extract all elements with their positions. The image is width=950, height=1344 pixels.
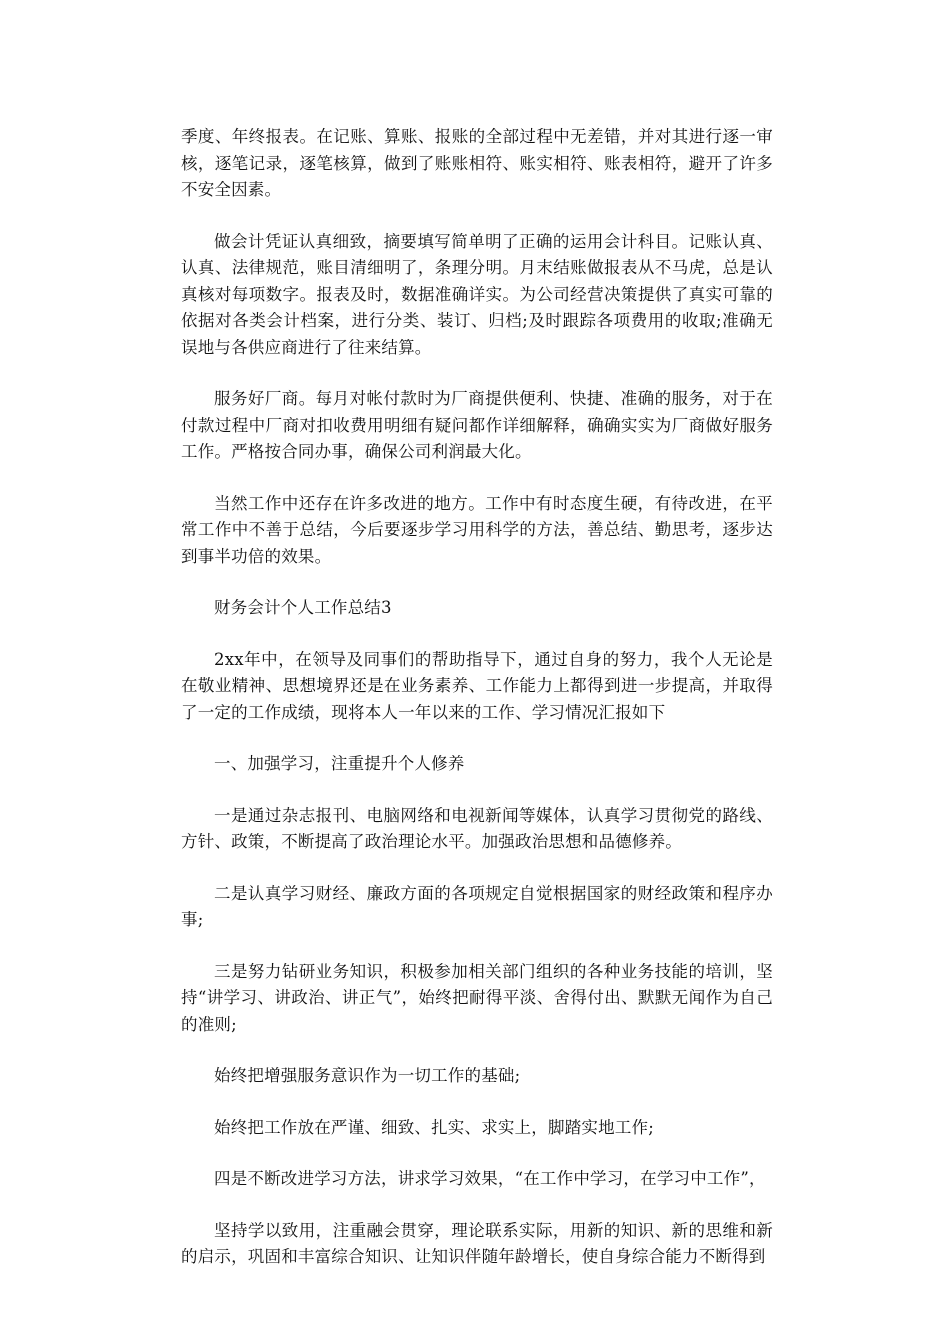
paragraph-vendor-service: 服务好厂商。每月对帐付款时为厂商提供便利、快捷、准确的服务，对于在付款过程中厂商对扣收费用明细有疑问都作详细解释，确确实实为厂商做好服务工作。严格按合同办事，确保公司利润最大化。 bbox=[181, 389, 773, 461]
paragraph-point-four: 四是不断改进学习方法，讲求学习效果，“在工作中学习，在学习中工作”， bbox=[214, 1169, 766, 1188]
paragraph-apply-learning: 坚持学以致用，注重融会贯穿，理论联系实际，用新的知识、新的思维和新的启示，巩固和丰富综合知识、让知识伴随年龄增长，使自身综合能力不断得到 bbox=[181, 1220, 773, 1266]
paragraph-reports: 季度、年终报表。在记账、算账、报账的全部过程中无差错，并对其进行逐一审核，逐笔记录，逐笔核算，做到了账账相符、账实相符、账表相符，避开了许多不安全因素。 bbox=[181, 127, 773, 199]
section-heading-study: 一、加强学习，注重提升个人修养 bbox=[214, 754, 465, 773]
paragraph-vouchers: 做会计凭证认真细致，摘要填写简单明了正确的运用会计科目。记账认真、认真、法律规范，账目清细明了，条理分明。月末结账做报表从不马虎，总是认真核对每项数字。报表及时，数据准确详实。为公司经营决策提供了真实可靠的依据对各类会计档案，进行分类、装订、归档;及时跟踪各项费用的收取;准确无误地与各供应商进行了往来结算。 bbox=[181, 231, 773, 357]
paragraph-rigorous-work: 始终把工作放在严谨、细致、扎实、求实上，脚踏实地工作; bbox=[214, 1117, 654, 1137]
paragraph-point-one: 一是通过杂志报刊、电脑网络和电视新闻等媒体，认真学习贯彻党的路线、方针、政策，不断提高了政治理论水平。加强政治思想和品德修养。 bbox=[181, 805, 773, 851]
paragraph-year-intro: 2xx年中，在领导及同事们的帮助指导下，通过自身的努力，我个人无论是在敬业精神、思想境界还是在业务素养、工作能力上都得到进一步提高，并取得了一定的工作成绩，现将本人一年以来的工作、学习情况汇报如下 bbox=[181, 649, 773, 722]
paragraph-point-three: 三是努力钻研业务知识，积极参加相关部门组织的各种业务技能的培训，坚持“讲学习、讲政治、讲正气”，始终把耐得平淡、舍得付出、默默无闻作为自己的准则; bbox=[181, 961, 773, 1034]
document-page bbox=[181, 124, 773, 1296]
paragraph-improvements: 当然工作中还存在许多改进的地方。工作中有时态度生硬，有待改进，在平常工作中不善于总结，今后要逐步学习用科学的方法，善总结、勤思考，逐步达到事半功倍的效果。 bbox=[181, 493, 773, 566]
paragraph-service-awareness: 始终把增强服务意识作为一切工作的基础; bbox=[214, 1066, 521, 1085]
paragraph-point-two: 二是认真学习财经、廉政方面的各项规定自觉根据国家的财经政策和程序办事; bbox=[181, 883, 773, 929]
section-title-summary-3: 财务会计个人工作总结3 bbox=[214, 598, 392, 617]
